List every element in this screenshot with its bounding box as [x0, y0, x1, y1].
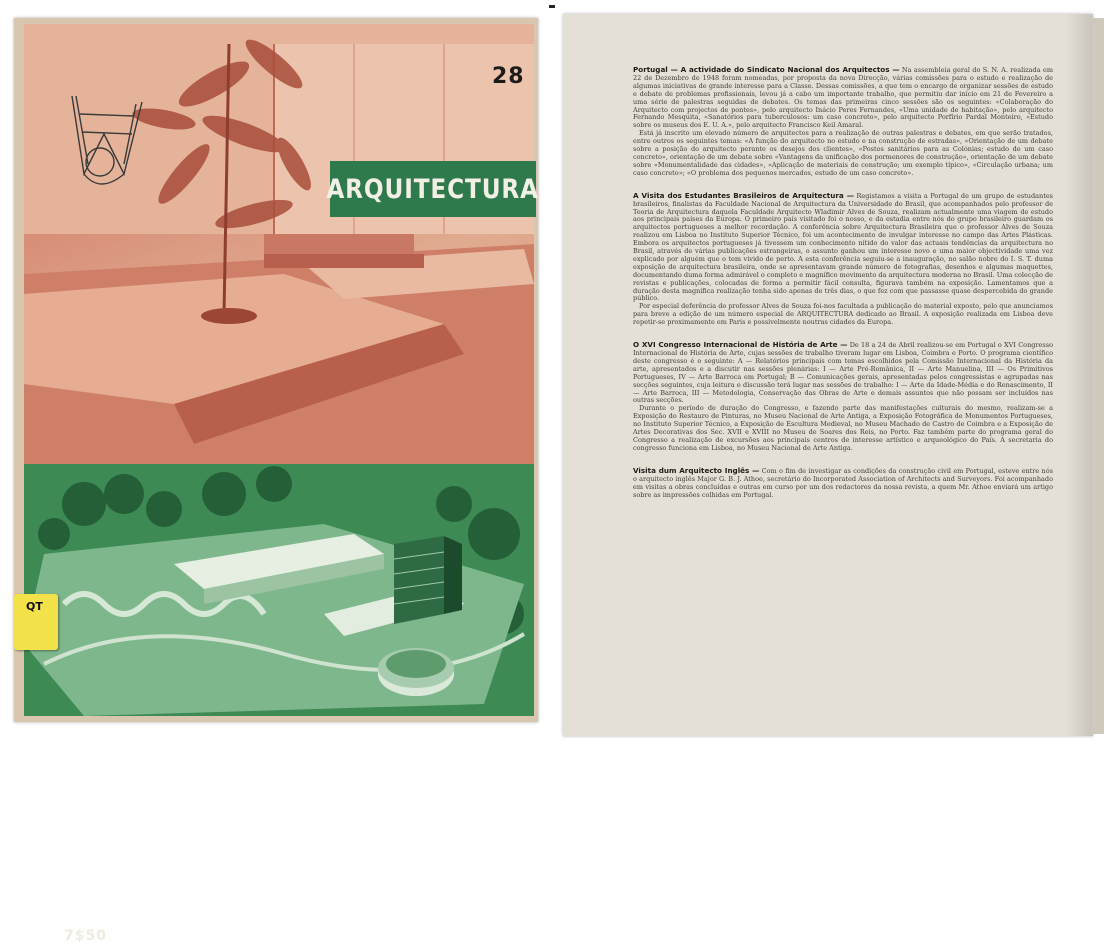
magazine-cover — [14, 18, 540, 944]
issue-number: 28 — [492, 64, 525, 89]
article-body: Na assembleia geral do S. N. A. realizada em 22 de Dezembro de 1948 foram nomeadas, por proposta da nova Direcção, várias comissões para o estudo e realização de algumas iniciativas de grande interesse para a Classe. Dessas comissões, a que tem o encargo de organizar sessões de estudo e debate de problemas profissionais, levou já a cabo um importante trabalho, que permitiu dar início em 21 de Fevereiro a uma série de palestras seguidas de debates. Os temas das primeiras cinco sessões são os seguintes: «Colaboração do Arquitecto com projectos de pontes», pelo arquitecto Inácio Peres Fernandes, «Uma unidade de habitação», pelo arquitecto Fernando Mesquita, «Sanatórios para tuberculosos: um caso concreto», pelo arquitecto Porfírio Pardal Monteiro, «Estudo sobre os museus dos E. U. A.», pelo arquitecto Francisco Keil Amaral. — [633, 66, 1053, 130]
article-body-continued: Durante o período de duração do Congresso, e fazendo parte das manifestações culturais do mesmo, realizam-se a Exposição do Restauro de Pinturas, no Museu Nacional de Arte Antiga, a Exposição Fotográfica de Monumentos Portugueses, no Instituto Superior Técnico, a Exposição de Escultura Medieval, no Museu Machado de Castro de Coimbra e a Exposição de Artes Decorativas dos Sec. XVII e XVIII no Museu de Soares dos Reis, no Porto. Faz também parte do programa geral do Congresso a realização de excursões aos principais centros de interesse artístico e arqueológico do País. A secretaria do congresso funciona em Lisboa, no Museu Nacional de Arte Antiga. — [633, 404, 1053, 452]
interior-photo-illustration — [24, 24, 534, 464]
article-heading: A Visita dos Estudantes Brasileiros de Arquitectura — — [633, 190, 854, 200]
cover-aerial-photo — [24, 464, 534, 944]
cover-interior-photo — [24, 24, 540, 464]
article-arquitecto-ingles — [633, 467, 1053, 500]
article-body-continued: Está já inscrito um elevado número de arquitectos para a realização de outras palestras e debates, em que serão tratados, entre outros os seguintes temas: «A função do arquitecto no estudo e na construção de estradas», «Orientação de um debate sobre a posição do arquitecto perante os desejos dos clientes», «Postos sanitários para as Colónias; estudo de um caso concreto», orientação de um debate sobre «Vantagens da unificação dos pormenores de construção», orientação de um debate sobre «Monumentalidade das cidades», «Aplicação de materiais de construção; um exemplo típico», «Circulação urbana; um caso concreto»; «O problema dos pequenos mercados, estudo de um caso concreto». — [633, 129, 1053, 177]
aerial-photo-illustration — [24, 464, 534, 716]
article-heading: Portugal — A actividade do Sindicato Nacional dos Arquitectos — — [633, 65, 900, 74]
article-congresso-historia-arte — [633, 341, 1053, 453]
article-body: Com o fim de investigar as condições da construção civil em Portugal, esteve entre nós o arquitecto inglês Major G. B. J. Athoe, secretário do Incorporated Association of Architects and Surveyors. Foi acompanhado em visitas a obras concluídas e outras em curso por um dos redactores da nossa revista, a quem Mr. Athoe enviará um artigo sobre as impressões colhidas em Portugal. — [633, 466, 1053, 499]
article-body: De 18 a 24 de Abril realizou-se em Portugal o XVI Congresso Internacional de História de Arte, cujas sessões de trabalho tiveram lugar em Lisboa, Coimbra e Porto. O programa científico deste congresso é o seguinte: A — Relatórios principais com temas escolhidos pela Comissão Internacional da História da arte, apresentados e a discutir nas sessões plenárias: I — Arte Pré-Românica, II — Arte Manuelina, III — Os Primitivos Portugueses, IV — Arte Barroca em Portugal; B — Comunicações gerais, apresentadas pelos congressistas e agrupadas nas secções seguintes, cuja leitura e discussão terá lugar nas sessões de trabalho: I — Arte da Idade-Média e do Renascimento, II — Arte Barroca, III — Metodologia, Conservação das Obras de Arte e demais assuntos que não possam ser incluídos nas outras secções. — [633, 341, 1053, 405]
article-page — [563, 14, 1093, 736]
article-heading: O XVI Congresso Internacional de História de Arte — — [633, 340, 848, 350]
library-shelf-label — [14, 594, 58, 650]
article-estudantes-brasileiros — [633, 192, 1053, 327]
top-edge-marker — [549, 5, 555, 8]
page-edge-shadow — [1092, 18, 1104, 734]
article-body: Registamos a visita a Portugal de um grupo de estudantes brasileiros, finalistas da Faculdade Nacional de Arquitectura da Universidade do Brasil, que acompanhados pelo professor de Teoria de Arquitectura daquela Faculdade Arquitecto Wladimir Alves de Souza, realizam actualmente uma viagem de estudo aos principais países da Europa. O primeiro país visitado foi o nosso, e da estadia entre nós do grupo brasileiro guardam os arquitectos portugueses a melhor recordação. A conferência sobre Arquitectura Brasileira que o professor Alves de Souza realizou em Lisboa no Instituto Superior Técnico, foi um acontecimento de invulgar interesse no campo das Artes Plásticas. Embora os arquitectos portugueses já tivessem um conhecimento nítido do valor das actuais tendências da arquitectura no Brasil, através de várias publicações estrangeiras, o assunto ganhou um interesse novo e uma maior objectividade uma vez explicado por alguém que o tem vivido de perto. A esta conferência seguiu-se a inauguração, no salão nobre do I. S. T. duma exposição de arquitectura brasileira, onde se apresentavam grande número de fotografias, desenhos e algumas maquettes, documentando duma forma admirável o completo e magnífico movimento da arquitectura moderna no Brasil. Uma colecção de revistas e publicações, colocadas de forma a permitir fácil consulta, figurava também na exposição. Lamentamos que a duração desta magnífica realização tenha sido apenas de três dias, o que fez com que passasse quase despercebida do grande público. — [633, 191, 1054, 303]
magazine-title: ARQUITECTURA — [326, 173, 540, 205]
article-body-continued: Por especial deferência do professor Alves de Souza foi-nos facultada a publicação do material exposto, pelo que anunciamos para breve a edição de um número especial de ARQUITECTURA dedicado ao Brasil. A exposição realizada em Lisboa deve repetir-se proximamente em Paris e possivelmente noutras cidades da Europa. — [633, 302, 1053, 327]
magazine-title-band — [326, 161, 540, 217]
article-portugal-sindicato — [633, 66, 1053, 178]
article-list — [633, 66, 1053, 513]
library-label-text: QT — [26, 600, 43, 613]
cover-price: 7$50 — [64, 928, 107, 944]
article-heading: Visita dum Arquitecto Inglês — — [633, 465, 760, 475]
